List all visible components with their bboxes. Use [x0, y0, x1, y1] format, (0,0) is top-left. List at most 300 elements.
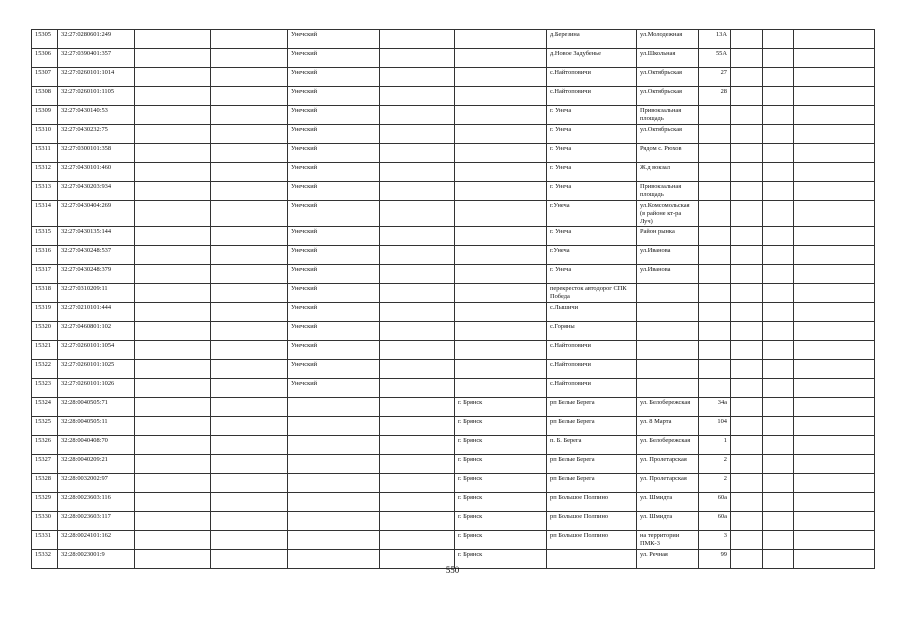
- city-name: [455, 125, 547, 144]
- page-number: 550: [445, 565, 460, 575]
- empty-cell: [763, 163, 794, 182]
- empty-cell: [731, 182, 763, 201]
- empty-cell: [135, 531, 211, 550]
- district-name: Унечский: [288, 379, 380, 398]
- empty-cell: [794, 144, 875, 163]
- empty-cell: [135, 398, 211, 417]
- city-name: [455, 106, 547, 125]
- empty-cell: [135, 303, 211, 322]
- cadastral-number: 32:27:0300101:358: [58, 144, 135, 163]
- cadastral-number: 32:27:0310209:11: [58, 284, 135, 303]
- empty-cell: [380, 163, 455, 182]
- table-row: [32, 531, 875, 550]
- settlement-name: г. Унеча: [547, 227, 637, 246]
- district-name: [288, 436, 380, 455]
- house-number: [699, 322, 731, 341]
- empty-cell: [380, 87, 455, 106]
- district-name: Унечский: [288, 49, 380, 68]
- city-name: г. Брянск: [455, 455, 547, 474]
- row-number: 15309: [32, 106, 58, 125]
- street-name: [637, 303, 699, 322]
- empty-cell: [763, 322, 794, 341]
- city-name: г. Брянск: [455, 550, 547, 569]
- empty-cell: [794, 436, 875, 455]
- empty-cell: [794, 341, 875, 360]
- cadastral-number: 32:27:0260101:1026: [58, 379, 135, 398]
- settlement-name: п. Б. Берега: [547, 436, 637, 455]
- empty-cell: [763, 265, 794, 284]
- empty-cell: [794, 227, 875, 246]
- empty-cell: [211, 512, 288, 531]
- empty-cell: [211, 455, 288, 474]
- empty-cell: [731, 246, 763, 265]
- city-name: г. Брянск: [455, 531, 547, 550]
- row-number: 15330: [32, 512, 58, 531]
- empty-cell: [211, 144, 288, 163]
- empty-cell: [794, 68, 875, 87]
- empty-cell: [135, 455, 211, 474]
- empty-cell: [731, 303, 763, 322]
- empty-cell: [380, 49, 455, 68]
- empty-cell: [211, 531, 288, 550]
- empty-cell: [135, 87, 211, 106]
- table-row: [32, 227, 875, 246]
- district-name: [288, 417, 380, 436]
- district-name: Унечский: [288, 144, 380, 163]
- empty-cell: [135, 436, 211, 455]
- table-row: [32, 144, 875, 163]
- street-name: Ж.д вокзал: [637, 163, 699, 182]
- empty-cell: [794, 322, 875, 341]
- empty-cell: [135, 341, 211, 360]
- table-row: [32, 284, 875, 303]
- empty-cell: [731, 436, 763, 455]
- table-row: [32, 493, 875, 512]
- empty-cell: [135, 417, 211, 436]
- city-name: [455, 265, 547, 284]
- empty-cell: [380, 436, 455, 455]
- empty-cell: [380, 512, 455, 531]
- district-name: [288, 531, 380, 550]
- records-table: [31, 29, 875, 569]
- row-number: 15305: [32, 30, 58, 49]
- district-name: [288, 455, 380, 474]
- district-name: [288, 512, 380, 531]
- district-name: Унечский: [288, 30, 380, 49]
- city-name: [455, 284, 547, 303]
- settlement-name: рп Белые Берега: [547, 455, 637, 474]
- empty-cell: [763, 227, 794, 246]
- district-name: [288, 474, 380, 493]
- table-row: [32, 341, 875, 360]
- cadastral-number: 32:27:0430248:537: [58, 246, 135, 265]
- street-name: Привокзальная площадь: [637, 106, 699, 125]
- cadastral-number: 32:28:0024101:162: [58, 531, 135, 550]
- street-name: [637, 360, 699, 379]
- settlement-name: г.Унеча: [547, 201, 637, 227]
- row-number: 15322: [32, 360, 58, 379]
- settlement-name: рп Большое Полпино: [547, 493, 637, 512]
- street-name: Рядом с. Рюхов: [637, 144, 699, 163]
- street-name: ул.Иванова: [637, 265, 699, 284]
- cadastral-number: 32:28:0040209:21: [58, 455, 135, 474]
- empty-cell: [731, 106, 763, 125]
- house-number: 13А: [699, 30, 731, 49]
- empty-cell: [794, 106, 875, 125]
- street-name: ул.Октябрьская: [637, 125, 699, 144]
- empty-cell: [211, 246, 288, 265]
- empty-cell: [211, 493, 288, 512]
- empty-cell: [380, 227, 455, 246]
- street-name: [637, 322, 699, 341]
- city-name: [455, 201, 547, 227]
- table-row: [32, 125, 875, 144]
- empty-cell: [794, 303, 875, 322]
- city-name: [455, 68, 547, 87]
- empty-cell: [135, 106, 211, 125]
- house-number: [699, 201, 731, 227]
- cadastral-number: 32:28:0032002:97: [58, 474, 135, 493]
- district-name: Унечский: [288, 246, 380, 265]
- row-number: 15320: [32, 322, 58, 341]
- settlement-name: г. Унеча: [547, 265, 637, 284]
- empty-cell: [380, 68, 455, 87]
- empty-cell: [763, 30, 794, 49]
- empty-cell: [763, 417, 794, 436]
- house-number: [699, 227, 731, 246]
- empty-cell: [135, 246, 211, 265]
- settlement-name: с.Найтоповичи: [547, 341, 637, 360]
- street-name: ул. Шмидта: [637, 493, 699, 512]
- empty-cell: [763, 68, 794, 87]
- empty-cell: [731, 201, 763, 227]
- empty-cell: [794, 49, 875, 68]
- empty-cell: [211, 265, 288, 284]
- table-row: [32, 163, 875, 182]
- empty-cell: [731, 144, 763, 163]
- settlement-name: с.Найтоповичи: [547, 360, 637, 379]
- empty-cell: [380, 531, 455, 550]
- cadastral-number: 32:28:0023603:116: [58, 493, 135, 512]
- street-name: ул. Шмидта: [637, 512, 699, 531]
- empty-cell: [763, 201, 794, 227]
- street-name: ул. 8 Марта: [637, 417, 699, 436]
- district-name: Унечский: [288, 360, 380, 379]
- settlement-name: г. Унеча: [547, 163, 637, 182]
- street-name: ул. Белобережская: [637, 436, 699, 455]
- street-name: ул.Иванова: [637, 246, 699, 265]
- empty-cell: [211, 474, 288, 493]
- district-name: Унечский: [288, 182, 380, 201]
- settlement-name: рп Белые Берега: [547, 417, 637, 436]
- empty-cell: [794, 201, 875, 227]
- empty-cell: [380, 284, 455, 303]
- row-number: 15321: [32, 341, 58, 360]
- empty-cell: [135, 163, 211, 182]
- house-number: [699, 341, 731, 360]
- empty-cell: [731, 455, 763, 474]
- empty-cell: [380, 322, 455, 341]
- cadastral-number: 32:27:0430101:460: [58, 163, 135, 182]
- cadastral-number: 32:27:0210101:444: [58, 303, 135, 322]
- street-name: Район рынка: [637, 227, 699, 246]
- empty-cell: [731, 265, 763, 284]
- empty-cell: [211, 30, 288, 49]
- empty-cell: [380, 417, 455, 436]
- row-number: 15319: [32, 303, 58, 322]
- street-name: ул.Октябрьская: [637, 87, 699, 106]
- empty-cell: [794, 360, 875, 379]
- empty-cell: [794, 163, 875, 182]
- empty-cell: [763, 493, 794, 512]
- cadastral-number: 32:27:0430232:75: [58, 125, 135, 144]
- settlement-name: г. Унеча: [547, 125, 637, 144]
- empty-cell: [763, 474, 794, 493]
- empty-cell: [763, 106, 794, 125]
- row-number: 15318: [32, 284, 58, 303]
- house-number: [699, 360, 731, 379]
- cadastral-number: 32:28:0040408:70: [58, 436, 135, 455]
- street-name: ул. Белобережская: [637, 398, 699, 417]
- cadastral-number: 32:27:0430140:53: [58, 106, 135, 125]
- street-name: ул.Молодежная: [637, 30, 699, 49]
- empty-cell: [731, 417, 763, 436]
- house-number: 1: [699, 436, 731, 455]
- empty-cell: [731, 531, 763, 550]
- street-name: ул. Пролетарская: [637, 455, 699, 474]
- street-name: ул.Школьная: [637, 49, 699, 68]
- cadastral-number: 32:27:0260101:1105: [58, 87, 135, 106]
- table-row: [32, 182, 875, 201]
- house-number: [699, 182, 731, 201]
- empty-cell: [380, 246, 455, 265]
- table-row: [32, 417, 875, 436]
- district-name: Унечский: [288, 87, 380, 106]
- empty-cell: [731, 474, 763, 493]
- empty-cell: [731, 49, 763, 68]
- empty-cell: [211, 125, 288, 144]
- empty-cell: [211, 49, 288, 68]
- city-name: [455, 49, 547, 68]
- house-number: 104: [699, 417, 731, 436]
- street-name: ул.Комсомольская (в районе кт-ра Луч): [637, 201, 699, 227]
- settlement-name: г. Унеча: [547, 182, 637, 201]
- settlement-name: д.Березина: [547, 30, 637, 49]
- city-name: г. Брянск: [455, 436, 547, 455]
- row-number: 15307: [32, 68, 58, 87]
- district-name: Унечский: [288, 201, 380, 227]
- row-number: 15325: [32, 417, 58, 436]
- table-row: [32, 246, 875, 265]
- district-name: Унечский: [288, 68, 380, 87]
- city-name: [455, 303, 547, 322]
- empty-cell: [794, 30, 875, 49]
- empty-cell: [211, 163, 288, 182]
- empty-cell: [211, 106, 288, 125]
- empty-cell: [380, 303, 455, 322]
- empty-cell: [794, 265, 875, 284]
- empty-cell: [794, 182, 875, 201]
- empty-cell: [794, 455, 875, 474]
- house-number: 2: [699, 455, 731, 474]
- empty-cell: [731, 379, 763, 398]
- empty-cell: [763, 144, 794, 163]
- city-name: г. Брянск: [455, 398, 547, 417]
- table-row: [32, 474, 875, 493]
- empty-cell: [380, 201, 455, 227]
- empty-cell: [763, 49, 794, 68]
- empty-cell: [135, 360, 211, 379]
- cadastral-number: 32:27:0430203:934: [58, 182, 135, 201]
- street-name: ул.Октябрьская: [637, 68, 699, 87]
- empty-cell: [731, 30, 763, 49]
- table-row: [32, 49, 875, 68]
- row-number: 15317: [32, 265, 58, 284]
- empty-cell: [211, 182, 288, 201]
- empty-cell: [380, 474, 455, 493]
- house-number: 3: [699, 531, 731, 550]
- settlement-name: с.Лышичи: [547, 303, 637, 322]
- table-row: [32, 30, 875, 49]
- empty-cell: [794, 125, 875, 144]
- row-number: 15331: [32, 531, 58, 550]
- city-name: г. Брянск: [455, 512, 547, 531]
- cadastral-number: 32:27:0260101:1054: [58, 341, 135, 360]
- table-row: [32, 322, 875, 341]
- house-number: 55А: [699, 49, 731, 68]
- city-name: [455, 227, 547, 246]
- row-number: 15315: [32, 227, 58, 246]
- city-name: [455, 322, 547, 341]
- empty-cell: [731, 341, 763, 360]
- empty-cell: [380, 182, 455, 201]
- empty-cell: [211, 284, 288, 303]
- table-row: [32, 106, 875, 125]
- row-number: 15308: [32, 87, 58, 106]
- empty-cell: [211, 68, 288, 87]
- house-number: [699, 246, 731, 265]
- district-name: Унечский: [288, 265, 380, 284]
- cadastral-number: 32:28:0023001:9: [58, 550, 135, 569]
- empty-cell: [763, 398, 794, 417]
- empty-cell: [731, 493, 763, 512]
- city-name: г. Брянск: [455, 493, 547, 512]
- house-number: [699, 284, 731, 303]
- district-name: Унечский: [288, 125, 380, 144]
- cadastral-number: 32:28:0023603:117: [58, 512, 135, 531]
- district-name: Унечский: [288, 322, 380, 341]
- row-number: 15314: [32, 201, 58, 227]
- empty-cell: [763, 182, 794, 201]
- empty-cell: [763, 436, 794, 455]
- empty-cell: [794, 398, 875, 417]
- empty-cell: [135, 265, 211, 284]
- empty-cell: [135, 512, 211, 531]
- row-number: 15324: [32, 398, 58, 417]
- empty-cell: [135, 493, 211, 512]
- empty-cell: [763, 246, 794, 265]
- empty-cell: [135, 49, 211, 68]
- row-number: 15323: [32, 379, 58, 398]
- table-row: [32, 436, 875, 455]
- empty-cell: [794, 379, 875, 398]
- empty-cell: [211, 398, 288, 417]
- city-name: [455, 30, 547, 49]
- empty-cell: [380, 360, 455, 379]
- settlement-name: д.Новое Задубенье: [547, 49, 637, 68]
- empty-cell: [763, 87, 794, 106]
- city-name: [455, 360, 547, 379]
- district-name: [288, 493, 380, 512]
- empty-cell: [763, 284, 794, 303]
- empty-cell: [211, 379, 288, 398]
- settlement-name: рп Белые Берега: [547, 398, 637, 417]
- street-name: [637, 341, 699, 360]
- empty-cell: [211, 322, 288, 341]
- row-number: 15313: [32, 182, 58, 201]
- street-name: ул. Пролетарская: [637, 474, 699, 493]
- row-number: 15327: [32, 455, 58, 474]
- city-name: [455, 182, 547, 201]
- empty-cell: [763, 125, 794, 144]
- empty-cell: [380, 125, 455, 144]
- empty-cell: [731, 398, 763, 417]
- empty-cell: [380, 106, 455, 125]
- empty-cell: [380, 341, 455, 360]
- house-number: [699, 125, 731, 144]
- empty-cell: [380, 398, 455, 417]
- cadastral-number: 32:27:0430135:144: [58, 227, 135, 246]
- empty-cell: [731, 125, 763, 144]
- table-row: [32, 265, 875, 284]
- empty-cell: [135, 30, 211, 49]
- empty-cell: [211, 201, 288, 227]
- empty-cell: [135, 379, 211, 398]
- empty-cell: [135, 182, 211, 201]
- empty-cell: [794, 246, 875, 265]
- empty-cell: [794, 493, 875, 512]
- empty-cell: [794, 512, 875, 531]
- empty-cell: [731, 87, 763, 106]
- empty-cell: [731, 68, 763, 87]
- empty-cell: [794, 87, 875, 106]
- house-number: [699, 144, 731, 163]
- empty-cell: [135, 322, 211, 341]
- settlement-name: г.Унеча: [547, 246, 637, 265]
- city-name: г. Брянск: [455, 417, 547, 436]
- table-row: [32, 512, 875, 531]
- table-row: [32, 379, 875, 398]
- empty-cell: [135, 144, 211, 163]
- cadastral-number: 32:27:0430248:379: [58, 265, 135, 284]
- cadastral-number: 32:28:0040505:11: [58, 417, 135, 436]
- row-number: 15326: [32, 436, 58, 455]
- city-name: [455, 379, 547, 398]
- empty-cell: [731, 322, 763, 341]
- table-row: [32, 398, 875, 417]
- house-number: [699, 303, 731, 322]
- empty-cell: [731, 284, 763, 303]
- empty-cell: [763, 303, 794, 322]
- empty-cell: [135, 474, 211, 493]
- district-name: Унечский: [288, 106, 380, 125]
- empty-cell: [380, 493, 455, 512]
- cadastral-number: 32:27:0260101:1025: [58, 360, 135, 379]
- row-number: 15306: [32, 49, 58, 68]
- empty-cell: [211, 360, 288, 379]
- empty-cell: [135, 68, 211, 87]
- empty-cell: [211, 341, 288, 360]
